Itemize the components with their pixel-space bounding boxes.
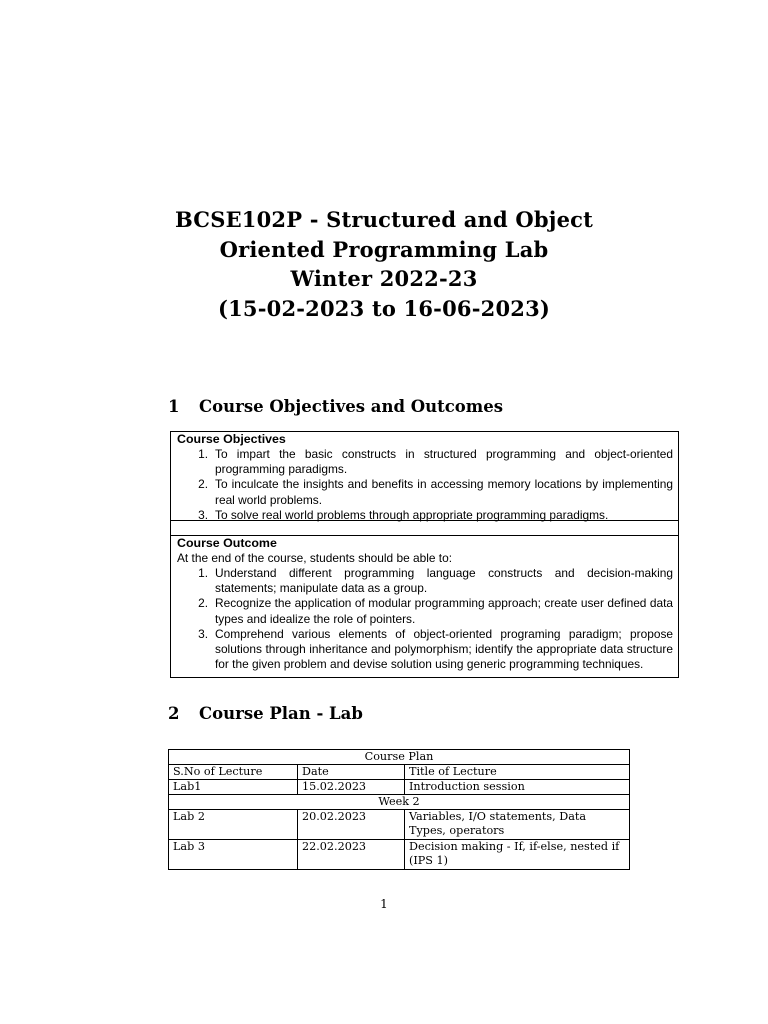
- date-cell: 22.02.2023: [298, 840, 405, 870]
- course-plan-table: [168, 749, 630, 870]
- table-row: [169, 810, 630, 840]
- list-number: 1.: [198, 447, 208, 461]
- list-item: [177, 566, 673, 596]
- list-text: To impart the basic constructs in structured programming and object-oriented programming paradigms.: [215, 447, 673, 477]
- list-number: 3.: [198, 626, 208, 641]
- date-cell: 20.02.2023: [298, 810, 405, 840]
- section-title: Course Plan - Lab: [199, 704, 363, 723]
- list-number: 3.: [198, 507, 208, 522]
- date-cell: 15.02.2023: [298, 780, 405, 795]
- section-heading-course-plan: [168, 704, 363, 723]
- objectives-heading: Course Objectives: [177, 432, 286, 446]
- week-label: Week 2: [169, 795, 630, 810]
- list-text: Understand different programming language constructs and decision-making statements; manipulate data as a group.: [215, 566, 673, 596]
- title-line-2: Oriented Programming Lab: [219, 236, 549, 262]
- objectives-block: [171, 432, 678, 520]
- list-item: [177, 447, 673, 477]
- list-text: To solve real world problems through appropriate programming paradigms.: [215, 507, 609, 522]
- title-line-3: Winter 2022-23: [290, 266, 478, 291]
- section-number: 2: [168, 704, 180, 723]
- outcome-block: [171, 536, 678, 672]
- table-row: [169, 780, 630, 795]
- list-number: 1.: [198, 566, 208, 580]
- section-heading-objectives: [168, 397, 503, 416]
- lecture-cell: Lab1: [169, 780, 298, 795]
- section-title: Course Objectives and Outcomes: [199, 397, 504, 416]
- title-line-1: BCSE102P - Structured and Object: [174, 207, 594, 232]
- table-caption: Course Plan: [169, 750, 630, 765]
- outcome-heading: Course Outcome: [177, 536, 277, 550]
- outcomes-list: [177, 566, 673, 672]
- table-header-row: [169, 765, 630, 780]
- list-number: 2.: [198, 477, 208, 492]
- list-item: [177, 627, 673, 673]
- lecture-cell: Lab 3: [169, 840, 298, 870]
- column-header: Title of Lecture: [405, 765, 630, 780]
- list-text: To inculcate the insights and benefits in accessing memory locations by implementing real world problems.: [215, 477, 673, 507]
- column-header: S.No of Lecture: [169, 765, 298, 780]
- objectives-outcomes-table: [170, 431, 679, 678]
- list-item: [177, 596, 673, 626]
- title-cell: Variables, I/O statements, Data Types, operators: [405, 810, 630, 840]
- table-row: [169, 840, 630, 870]
- document-title: [100, 205, 668, 323]
- section-number: 1: [168, 397, 180, 416]
- list-item: [177, 477, 673, 507]
- list-text: Comprehend various elements of object-oriented programing paradigm; propose solutions through inheritance and polymorphism; identify the appropriate data structure for the given problem and devise solution using generic programming techniques.: [215, 626, 673, 672]
- outcome-intro: At the end of the course, students should be able to:: [177, 551, 452, 565]
- table-caption-row: [169, 750, 630, 765]
- week-row: [169, 795, 630, 810]
- column-header: Date: [298, 765, 405, 780]
- list-text: Recognize the application of modular programming approach; create user defined data types and idealize the role of pointers.: [215, 596, 673, 626]
- title-cell: Decision making - If, if-else, nested if (IPS 1): [405, 840, 630, 870]
- list-item: [177, 508, 673, 523]
- lecture-cell: Lab 2: [169, 810, 298, 840]
- page-number: 1: [380, 897, 388, 911]
- list-number: 2.: [198, 596, 208, 611]
- objectives-list: [177, 447, 673, 523]
- title-line-4: (15-02-2023 to 16-06-2023): [217, 295, 551, 321]
- title-cell: Introduction session: [405, 780, 630, 795]
